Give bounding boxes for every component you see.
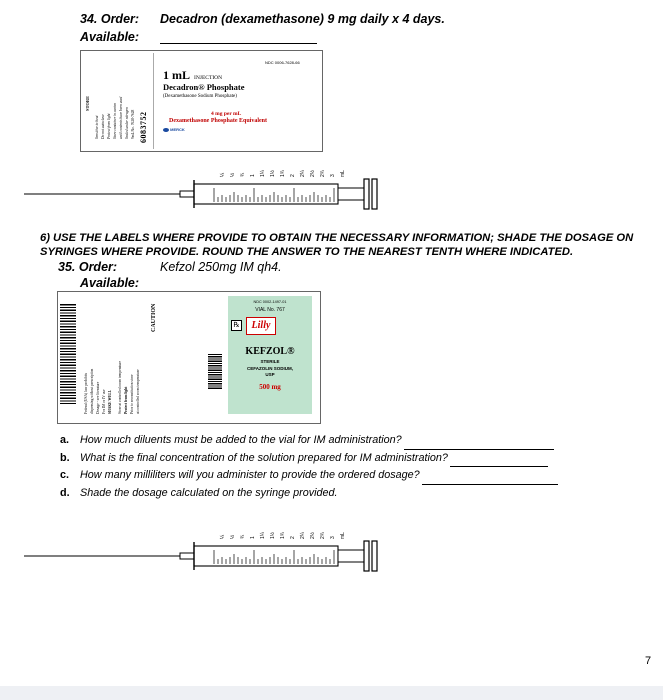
syringe-2-flange-1 (364, 541, 369, 571)
syringe-1-scale-label: mL (340, 170, 346, 177)
syringe-2-scale-label: 3 (330, 536, 336, 539)
syringe-1[interactable] (0, 150, 400, 226)
kefzol-caution: CAUTION (151, 303, 157, 332)
question-a: a. How much diluents must be added to the vial for IM administration? (60, 432, 558, 450)
q34-answer-line[interactable] (160, 43, 317, 44)
syringe-2[interactable] (0, 512, 400, 588)
syringe-2-scale-label: 2¼ (300, 532, 306, 539)
q35-available-label: Available: (80, 276, 140, 290)
question-c: c. How many milliliters will you administer to provide the ordered dosage? (60, 467, 558, 485)
kefzol-brand: KEFZOL® (245, 346, 295, 357)
page-footer-bar (0, 686, 663, 700)
syringe-1-scale-label: 1 (250, 174, 256, 177)
question-d: d. Shade the dosage calculated on the syringe provided. (60, 486, 338, 499)
syringe-2-scale-label: 1½ (270, 532, 276, 539)
syringe-2-hub (180, 553, 194, 559)
decadron-injection: INJECTION (194, 75, 223, 81)
merck-logo-icon (163, 128, 169, 132)
syringe-2-scale-label: 1¼ (260, 532, 266, 539)
syringe-1-scale-label: ¾ (240, 172, 246, 177)
decadron-maker: MERCK (170, 127, 185, 132)
lilly-logo: Lilly (246, 317, 276, 335)
syringe-1-scale-label: 2¼ (300, 170, 306, 177)
answer-line-a[interactable] (404, 438, 554, 450)
decadron-brand: Decadron® Phosphate (163, 82, 245, 92)
syringe-1-scale-label: 1½ (270, 170, 276, 177)
syringe-1-hub (180, 191, 194, 197)
syringe-2-scale-label: ¾ (240, 534, 246, 539)
syringe-2-scale-label: 2 (290, 536, 296, 539)
decadron-ndc: NDC 0006-7628-66 (265, 60, 300, 65)
section-6-instructions: 6) USE THE LABELS WHERE PROVIDE TO OBTAIN THE NECESSARY INFORMATION; SHADE THE DOSAGE ON SYRINGES WHERE PROVIDE. ROUND THE ANSWER TO THE NEAREST TENTH WHERE INDICATED. (40, 232, 634, 258)
kefzol-ndc: NDC 0002-1497-01 (253, 300, 287, 304)
kefzol-generic: CEFAZOLIN SODIUM, USP (247, 366, 293, 377)
answer-line-c[interactable] (422, 473, 558, 485)
syringe-2-scale-label: mL (340, 532, 346, 539)
syringe-1-scale-label: 2½ (310, 170, 316, 177)
syringe-1-scale-label: 2¾ (320, 170, 326, 177)
decadron-generic: (Dexamethasone Sodium Phosphate) (163, 94, 237, 99)
syringe-1-flange-2 (372, 179, 377, 209)
syringe-2-scale-label: 1¾ (280, 532, 286, 539)
decadron-volume: 1 mL (163, 68, 190, 82)
syringe-2-scale-label: 2½ (310, 532, 316, 539)
decadron-label (80, 50, 323, 152)
syringe-2-scale-label: ½ (230, 534, 236, 539)
kefzol-side-panel: Federal (USA) law prohibits dispensing without prescription Dosage - see literature For IM or IV use SHAKE WELL Store at controlled room temperature Protect from light Prior to reconstitution store at controlled room temperature (84, 360, 140, 414)
q35-order-label: 35. Order: (58, 260, 118, 274)
decadron-side-panel: Sensitive to heat Do not autoclave Protect from light Store container in carton until contents have been used Sealed under nitrogen 9mL No. 7628-7628 (95, 96, 135, 139)
kefzol-sterile: STERILE (260, 359, 280, 364)
q34-available-label: Available: (80, 30, 140, 44)
decadron-strength: 4 mg per mL (211, 111, 242, 117)
syringe-1-scale-label: 1¾ (280, 170, 286, 177)
decadron-lot-number: 6083752 (139, 111, 148, 143)
kefzol-barcode-center (208, 354, 222, 390)
syringe-2-plunger-rod (338, 550, 364, 562)
decadron-equivalent: Dexamethasone Phosphate Equivalent (169, 118, 268, 124)
q34-order-text: Decadron (dexamethasone) 9 mg daily x 4 days. (160, 12, 445, 26)
kefzol-rx-symbol: ℞ (231, 320, 242, 331)
kefzol-green-panel (228, 296, 312, 414)
kefzol-vial-no: VIAL No. 767 (255, 307, 285, 313)
question-list (60, 432, 558, 502)
syringe-1-flange-1 (364, 179, 369, 209)
decadron-store-text: STORE (85, 95, 90, 111)
syringe-1-scale-label: 2 (290, 174, 296, 177)
kefzol-strength: 500 mg (259, 383, 281, 391)
q35-order-text: Kefzol 250mg IM qh4. (160, 260, 282, 274)
syringe-1-scale-label: ½ (230, 172, 236, 177)
page-number: 7 (645, 655, 652, 667)
kefzol-barcode-left (60, 304, 76, 404)
syringe-1-scale-label: ¼ (220, 172, 226, 177)
syringe-1-scale-label: 1¼ (260, 170, 266, 177)
answer-line-b[interactable] (450, 455, 548, 467)
syringe-2-flange-2 (372, 541, 377, 571)
syringe-2-scale-label: 2¾ (320, 532, 326, 539)
syringe-2-scale-label: 1 (250, 536, 256, 539)
syringe-1-plunger-rod (338, 188, 364, 200)
syringe-2-scale-label: ¼ (220, 534, 226, 539)
q34-order-label: 34. Order: (80, 12, 140, 26)
syringe-1-scale-label: 3 (330, 174, 336, 177)
kefzol-label (57, 291, 321, 424)
question-b: b. What is the final concentration of the solution prepared for IM administration? (60, 450, 558, 468)
